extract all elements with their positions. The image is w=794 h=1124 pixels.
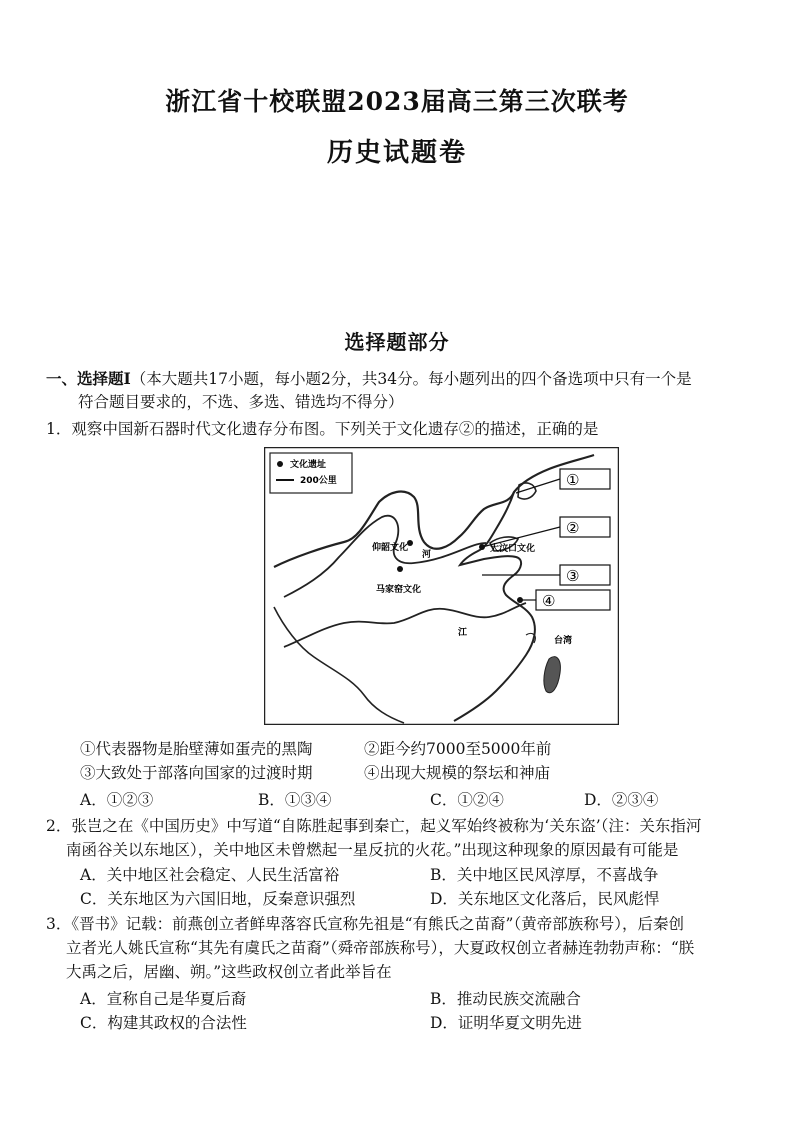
label-he: 河 bbox=[422, 550, 432, 560]
marker-4: ④ bbox=[542, 592, 556, 610]
q1-statement-2: ②距今约7000至5000年前 bbox=[364, 740, 552, 758]
q3-option-c[interactable]: C．构建其政权的合法性 bbox=[80, 1014, 247, 1032]
label-majiayao: 马家窑文化 bbox=[376, 585, 422, 595]
label-yangshao: 仰韶文化 bbox=[372, 543, 409, 553]
q2-option-d[interactable]: D．关东地区文化落后，民风彪悍 bbox=[430, 890, 660, 908]
q1-statement-1: ①代表器物是胎壁薄如蛋壳的黑陶 bbox=[80, 740, 313, 758]
site-marker-4 bbox=[517, 597, 523, 603]
q1-statement-4: ④出现大规模的祭坛和神庙 bbox=[364, 764, 551, 782]
q1-option-a[interactable]: A．①②③ bbox=[80, 791, 154, 809]
q1-statement-3: ③大致处于部落向国家的过渡时期 bbox=[80, 764, 313, 782]
q2-option-b[interactable]: B．关中地区民风淳厚，不喜战争 bbox=[430, 866, 659, 884]
legend-site-label: 文化遗址 bbox=[290, 460, 327, 470]
q1-stem: 1．观察中国新石器时代文化遗存分布图。下列关于文化遗存②的描述，正确的是 bbox=[46, 420, 599, 438]
neolithic-map bbox=[264, 447, 619, 725]
q1-option-b[interactable]: B．①③④ bbox=[258, 791, 332, 809]
q2-stem-line-2: 南函谷关以东地区），关中地区未曾燃起一星反抗的火花。”出现这种现象的原因最有可能是 bbox=[66, 841, 679, 859]
instructions-line-2: 符合题目要求的，不选、多选、错选均不得分） bbox=[78, 393, 404, 411]
legend-scale-label: 200公里 bbox=[300, 476, 337, 486]
label-jiang: 江 bbox=[458, 628, 468, 638]
q1-option-d[interactable]: D．②③④ bbox=[584, 791, 659, 809]
exam-title: 浙江省十校联盟2023届高三第三次联考 bbox=[165, 87, 629, 116]
site-majiayao bbox=[397, 566, 403, 572]
q3-option-a[interactable]: A．宣称自己是华夏后裔 bbox=[80, 990, 247, 1008]
legend-site-icon bbox=[277, 461, 283, 467]
q3-option-b[interactable]: B．推动民族交流融合 bbox=[430, 990, 581, 1008]
q3-stem-line-2: 立者光人姚氏宣称“其先有虞氏之苗裔”（舜帝部族称号），大夏政权创立者赫连勃勃声称：“朕 bbox=[66, 939, 695, 957]
q3-stem-line-1: 3．《晋书》记载：前燕创立者鲜卑落容氏宣称先祖是“有熊氏之苗裔”（黄帝部族称号），后秦创 bbox=[46, 915, 684, 933]
marker-1: ① bbox=[566, 471, 580, 489]
label-dawenkou: 大汶口文化 bbox=[490, 544, 536, 554]
q3-stem-line-3: 大禹之后，居幽、朔。”这些政权创立者此举旨在 bbox=[66, 963, 392, 981]
q2-stem-line-1: 2．张岂之在《中国历史》中写道“自陈胜起事到秦亡，起义军始终被称为‘关东盗’（注：关东指河 bbox=[46, 817, 702, 835]
instructions-text: （本大题共17小题，每小题2分，共34分。每小题列出的四个备选项中只有一个是 bbox=[130, 370, 692, 388]
q2-option-c[interactable]: C．关东地区为六国旧地，反秦意识强烈 bbox=[80, 890, 356, 908]
label-taiwan: 台湾 bbox=[554, 636, 573, 646]
map-legend bbox=[270, 453, 352, 493]
map-figure bbox=[264, 447, 619, 725]
instructions-line-1 bbox=[46, 368, 692, 390]
section-title: 选择题部分 bbox=[344, 330, 450, 354]
q3-option-d[interactable]: D．证明华夏文明先进 bbox=[430, 1014, 582, 1032]
q2-option-a[interactable]: A．关中地区社会稳定、人民生活富裕 bbox=[80, 866, 340, 884]
part-label: 一、选择题Ⅰ bbox=[46, 369, 131, 388]
exam-subtitle: 历史试题卷 bbox=[326, 138, 467, 168]
marker-2: ② bbox=[566, 519, 580, 537]
marker-3: ③ bbox=[566, 567, 580, 585]
q1-option-c[interactable]: C．①②④ bbox=[430, 791, 504, 809]
